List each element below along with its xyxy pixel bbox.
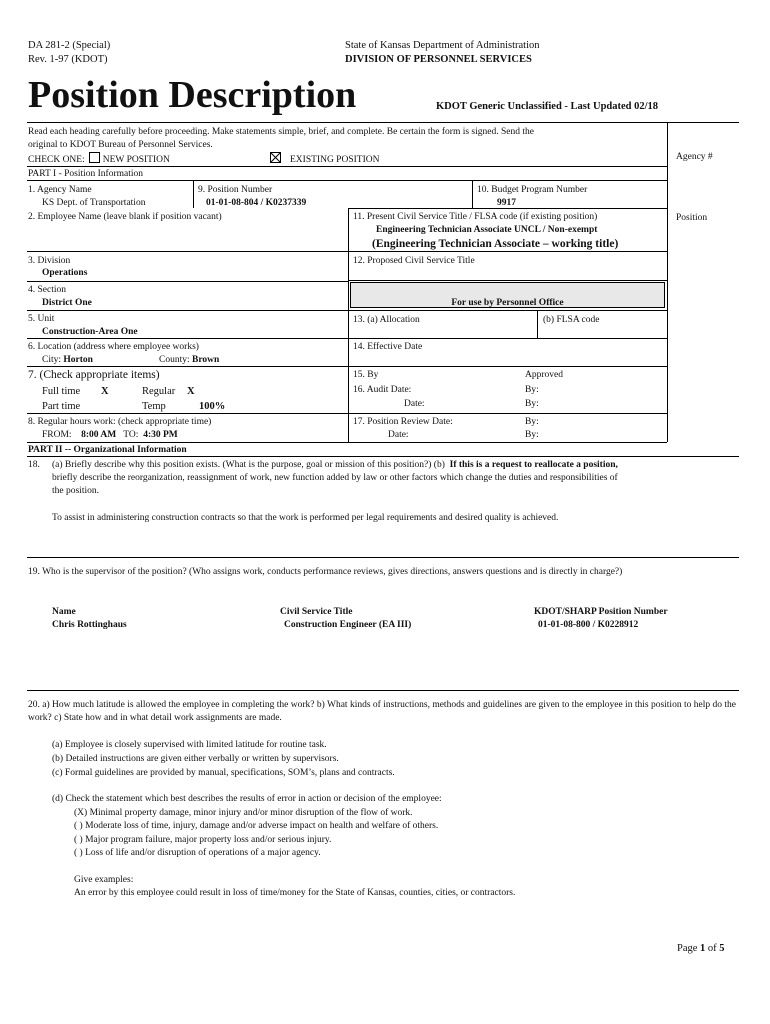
- examples-text: An error by this employee could result in loss of time/money for the State of Kansas, counties, cities, or contractors.: [74, 888, 516, 898]
- audit-date-label: 16. Audit Date:: [353, 385, 412, 395]
- instructions-line1: Read each heading carefully before proceeding. Make statements simple, brief, and complete. Be certain the form is signed. Send the: [28, 127, 534, 137]
- agency-number-label: Agency #: [676, 152, 713, 162]
- division-name: DIVISION OF PERSONNEL SERVICES: [345, 54, 532, 65]
- temp-label: Temp: [142, 401, 166, 412]
- examples-label: Give examples:: [74, 875, 134, 885]
- to-value: 4:30 PM: [143, 430, 178, 440]
- check-one-label: CHECK ONE:: [28, 155, 85, 165]
- hours-label: 8. Regular hours work: (check appropriate time): [28, 417, 212, 427]
- error-option-3[interactable]: ( ) Major program failure, major property loss and/or serious injury.: [74, 835, 332, 845]
- approved-label: Approved: [525, 370, 563, 380]
- supervisor-position-label: KDOT/SHARP Position Number: [534, 607, 668, 617]
- page-of-label: of: [707, 943, 717, 954]
- present-title-label: 11. Present Civil Service Title / FLSA code (if existing position): [353, 212, 598, 222]
- existing-position-row: [266, 152, 379, 166]
- budget-program-value: 9917: [497, 198, 516, 208]
- regular-label: Regular: [142, 386, 176, 397]
- by-label: 15. By: [353, 370, 379, 380]
- supervisor-title: Construction Engineer (EA III): [284, 620, 412, 630]
- city-value: Horton: [63, 355, 93, 365]
- q18-line1: [52, 459, 618, 471]
- budget-program-label: 10. Budget Program Number: [477, 185, 588, 195]
- personnel-office-label: For use by Personnel Office: [451, 298, 564, 308]
- present-working-title: (Engineering Technician Associate – working title): [372, 238, 619, 250]
- supervisor-name-label: Name: [52, 607, 76, 617]
- part2-title: PART II -- Organizational Information: [28, 445, 187, 455]
- section-value: District One: [42, 298, 92, 308]
- agency-name-value: KS Dept. of Transportation: [42, 198, 146, 208]
- error-option-4[interactable]: ( ) Loss of life and/or disruption of operations of a major agency.: [74, 848, 321, 858]
- form-number: DA 281-2 (Special): [28, 40, 111, 51]
- q18-part-a: (a) Briefly describe why this position exists. (What is the purpose, goal or mission of this position?) (b): [52, 460, 445, 470]
- error-option-1[interactable]: (X) Minimal property damage, minor injury and/or minor disruption of the flow of work.: [74, 808, 413, 818]
- city-row: [42, 354, 93, 366]
- flsa-code-label: (b) FLSA code: [543, 315, 600, 325]
- audit-date-date-label: Date:: [404, 399, 425, 409]
- effective-date-label: 14. Effective Date: [353, 342, 423, 352]
- parttime-label: Part time: [42, 401, 81, 412]
- q18-line2: briefly describe the reorganization, reassignment of work, new function added by law or other factors which change the duties and responsibilities of: [52, 473, 618, 483]
- review-date-date-label: Date:: [388, 430, 409, 440]
- fulltime-value[interactable]: X: [101, 386, 109, 397]
- page-total: 5: [719, 943, 725, 954]
- new-position-label: NEW POSITION: [102, 155, 170, 165]
- review-by-label: By:: [525, 417, 539, 427]
- q20-item-a: (a) Employee is closely supervised with limited latitude for routine task.: [52, 740, 327, 750]
- check-items-label: 7. (Check appropriate items): [28, 369, 160, 381]
- q19-question: 19. Who is the supervisor of the position? (Who assigns work, conducts performance reviews, gives directions, answers questions and is directly in charge?): [28, 567, 623, 577]
- page-title: Position Description: [28, 74, 357, 116]
- instructions-line2: original to KDOT Bureau of Personnel Services.: [28, 140, 213, 150]
- existing-position-checkbox[interactable]: [270, 152, 281, 163]
- check-one-row: [28, 152, 170, 166]
- from-label: FROM:: [42, 430, 72, 440]
- supervisor-name: Chris Rottinghaus: [52, 620, 127, 630]
- supervisor-position-number: 01-01-08-800 / K0228912: [538, 620, 639, 630]
- supervisor-title-label: Civil Service Title: [280, 607, 353, 617]
- city-label: City:: [42, 355, 62, 365]
- unit-label: 5. Unit: [28, 314, 55, 324]
- location-label: 6. Location (address where employee works): [28, 342, 199, 352]
- position-number-value: 01-01-08-804 / K0237339: [206, 198, 307, 208]
- regular-value[interactable]: X: [187, 386, 195, 397]
- new-position-checkbox[interactable]: [89, 152, 100, 163]
- q18-number: 18.: [28, 460, 40, 470]
- county-value: Brown: [192, 355, 220, 365]
- state-department: State of Kansas Department of Administration: [345, 40, 540, 51]
- audit-by-label: By:: [525, 385, 539, 395]
- hours-row: [42, 429, 178, 441]
- section-label: 4. Section: [28, 285, 66, 295]
- page-number: [677, 942, 725, 955]
- employee-name-label: 2. Employee Name (leave blank if position vacant): [28, 212, 222, 222]
- q18-line3: the position.: [52, 486, 99, 496]
- error-option-2[interactable]: ( ) Moderate loss of time, injury, damage and/or adverse impact on health and welfare of others.: [74, 821, 439, 831]
- q20-item-d: (d) Check the statement which best describes the results of error in action or decision of the employee:: [52, 794, 442, 804]
- unit-value: Construction-Area One: [42, 327, 138, 337]
- q18-answer: To assist in administering construction contracts so that the work is performed per legal requirements and desired quality is achieved.: [52, 513, 559, 523]
- page-subtitle: KDOT Generic Unclassified - Last Updated 02/18: [436, 101, 659, 112]
- page-label: Page: [677, 943, 698, 954]
- review-by2-label: By:: [525, 430, 539, 440]
- q20-question: 20. a) How much latitude is allowed the employee in completing the work? b) What kinds of instructions, methods and guidelines are given to the employee in this position to help do the work? c) State how and in what detail work assignments are made.: [28, 700, 736, 723]
- q20-item-c: (c) Formal guidelines are provided by manual, specifications, SOM’s, plans and contracts.: [52, 768, 395, 778]
- to-label: TO:: [123, 430, 139, 440]
- q20-item-b: (b) Detailed instructions are given either verbally or written by supervisors.: [52, 754, 339, 764]
- proposed-title-label: 12. Proposed Civil Service Title: [353, 256, 475, 266]
- from-value: 8:00 AM: [81, 430, 117, 440]
- form-revision: Rev. 1-97 (KDOT): [28, 54, 108, 65]
- present-title-value: Engineering Technician Associate UNCL / Non-exempt: [376, 225, 598, 235]
- existing-position-label: EXISTING POSITION: [290, 155, 380, 165]
- county-row: [159, 354, 219, 366]
- agency-name-label: 1. Agency Name: [28, 185, 92, 195]
- position-label: Position: [676, 213, 708, 223]
- division-value: Operations: [42, 268, 88, 278]
- audit-by2-label: By:: [525, 399, 539, 409]
- allocation-label: 13. (a) Allocation: [353, 315, 420, 325]
- position-number-label: 9. Position Number: [198, 185, 273, 195]
- percent-value: 100%: [199, 401, 226, 412]
- part1-title: PART I - Position Information: [28, 169, 144, 179]
- review-date-label: 17. Position Review Date:: [353, 417, 453, 427]
- county-label: County:: [159, 355, 190, 365]
- page-current: 1: [700, 943, 706, 954]
- fulltime-label: Full time: [42, 386, 81, 397]
- q18-bold: If this is a request to reallocate a position,: [449, 460, 618, 470]
- division-label: 3. Division: [28, 256, 71, 266]
